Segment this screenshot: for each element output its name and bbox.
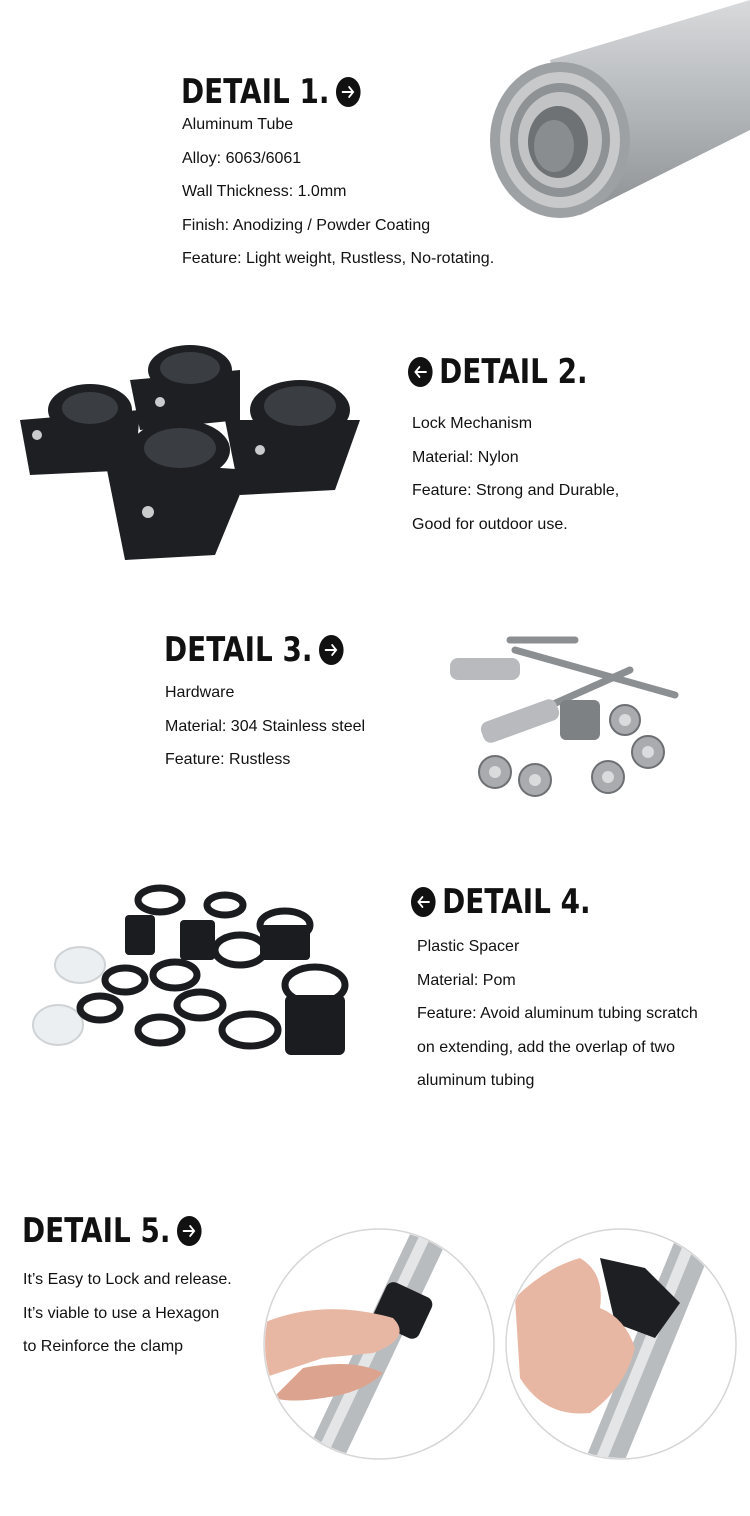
spec-line: to Reinforce the clamp bbox=[23, 1338, 184, 1355]
spec-line: Feature: Rustless bbox=[165, 751, 291, 768]
detail-2-specs bbox=[412, 407, 619, 541]
detail-2-title: DETAIL 2. bbox=[439, 352, 588, 392]
detail-5-heading bbox=[22, 1211, 202, 1251]
spec-line: Material: Pom bbox=[417, 971, 516, 989]
lock-clamps-image bbox=[15, 340, 370, 565]
detail-1-specs bbox=[182, 108, 494, 276]
detail-3-heading bbox=[164, 630, 344, 670]
spec-line: It’s viable to use a Hexagon bbox=[23, 1304, 220, 1322]
arrow-left-icon bbox=[411, 887, 436, 917]
stainless-hardware-image bbox=[440, 630, 690, 805]
spec-line: Feature: Avoid aluminum tubing scratch bbox=[417, 1005, 698, 1022]
spec-line: Wall Thickness: 1.0mm bbox=[182, 183, 347, 200]
spec-line: Feature: Light weight, Rustless, No-rotating. bbox=[182, 250, 495, 267]
plastic-spacers-image bbox=[30, 880, 360, 1095]
detail-3-specs bbox=[165, 676, 365, 777]
detail-5-title: DETAIL 5. bbox=[22, 1211, 171, 1251]
spec-line: Feature: Strong and Durable, bbox=[412, 482, 620, 499]
spec-line: Alloy: 6063/6061 bbox=[182, 149, 302, 167]
detail-4-heading bbox=[411, 882, 591, 922]
spec-line: on extending, add the overlap of two bbox=[417, 1038, 675, 1056]
detail-3-title: DETAIL 3. bbox=[164, 630, 313, 670]
lock-demo-photo-2 bbox=[505, 1228, 737, 1460]
detail-4-title: DETAIL 4. bbox=[442, 882, 591, 922]
spec-line: Lock Mechanism bbox=[412, 415, 533, 432]
aluminum-tube-image bbox=[480, 0, 750, 230]
spec-line: Material: 304 Stainless steel bbox=[165, 717, 366, 735]
arrow-left-icon bbox=[408, 357, 433, 387]
detail-2-heading bbox=[408, 352, 588, 392]
detail-1-title: DETAIL 1. bbox=[181, 72, 330, 112]
spec-line: Aluminum Tube bbox=[182, 116, 294, 133]
detail-5-specs bbox=[23, 1263, 232, 1364]
spec-line: It’s Easy to Lock and release. bbox=[23, 1271, 232, 1288]
lock-demo-photo-1 bbox=[263, 1228, 495, 1460]
spec-line: Good for outdoor use. bbox=[412, 515, 568, 533]
spec-line: Finish: Anodizing / Powder Coating bbox=[182, 216, 431, 234]
arrow-right-icon bbox=[319, 635, 344, 665]
arrow-right-icon bbox=[177, 1216, 202, 1246]
spec-line: Material: Nylon bbox=[412, 448, 519, 466]
arrow-right-icon bbox=[336, 77, 361, 107]
spec-line: aluminum tubing bbox=[417, 1072, 535, 1089]
spec-line: Hardware bbox=[165, 684, 235, 701]
detail-4-specs bbox=[417, 930, 698, 1098]
detail-1-heading bbox=[181, 72, 361, 112]
spec-line: Plastic Spacer bbox=[417, 938, 520, 955]
